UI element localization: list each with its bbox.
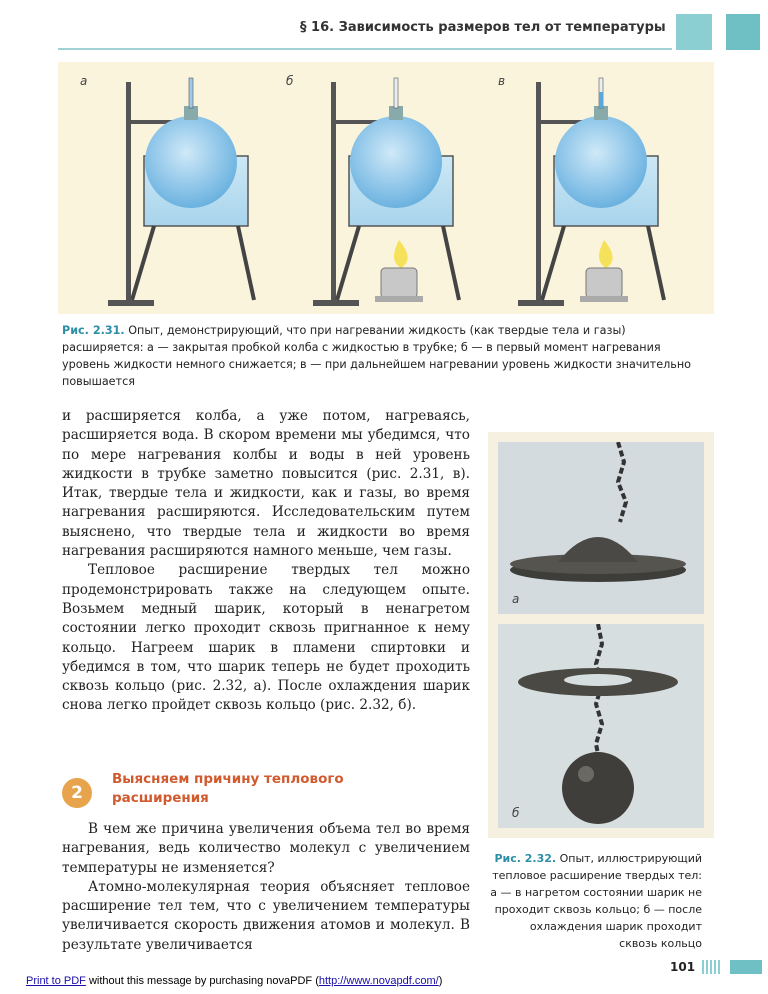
header-tab-decoration [726,14,760,50]
section-number-badge: 2 [62,778,92,808]
page-tab-decoration [730,960,762,974]
figure-2-31-illustration [58,62,714,314]
pdf-footer [26,975,442,987]
setup-c [518,78,664,306]
figure-2-31 [58,62,714,314]
photo-label-b: б [512,806,520,820]
photo-ball-cold [498,624,704,828]
body-text-column [62,407,470,716]
figure-2-31-caption [62,322,702,390]
figure-2-32-caption-label: Рис. 2.32. [494,852,557,865]
body-text-column-2 [62,820,470,955]
paragraph: и расширяется колба, а уже потом, нагреваясь, расширяется вода. В скором времени мы убедимся, что по мере нагревания колбы и воды в ней уровень жидкости в трубке заметно повысится (рис. 2.31, в). Итак, твердые тела и жидкости, как и газы, во время нагревания расширяются. Исследовательским путем выяснено, что твердые тела и жидкости во время нагревания расширяются намного меньше, чем газы. [62,408,470,560]
figure-2-32-caption [490,850,702,952]
page-header-title: § 16. Зависимость размеров тел от температуры [300,20,666,35]
header-divider [58,48,672,50]
paragraph: Атомно-молекулярная теория объясняет тепловое расширение тел тем, что с увеличением температуры увеличивается скорость движения атомов и молекул. В результате увеличивается [62,878,470,953]
header-tab-decoration [676,14,712,50]
print-to-pdf-link[interactable]: Print to PDF [26,975,86,987]
figure-label-a: а [80,74,88,88]
page-number: 101 [670,960,696,974]
figure-label-c: в [498,74,506,88]
setup-a [108,78,254,306]
footer-text: without this message by purchasing novaPDF ( [85,975,319,987]
paragraph: В чем же причина увеличения объема тел во время нагревания, ведь количество молекул с увеличением температуры не изменяется? [62,821,470,876]
section-title: Выясняем причину теплового расширения [112,771,344,806]
figure-2-32 [488,432,714,838]
page-number-decoration [702,960,722,974]
novapdf-link[interactable]: http://www.novapdf.com/ [318,975,439,987]
ball-ring-photo-a [498,442,704,614]
figure-2-32-caption-text: Опыт, иллюстрирующий тепловое расширение твердых тел: а — в нагретом состоянии шарик не проходит сквозь кольцо; б — после охлаждения шарик проходит сквозь кольцо [490,852,702,950]
figure-label-b: б [286,74,294,88]
figure-2-31-caption-text: Опыт, демонстрирующий, что при нагревании жидкость (как твердые тела и газы) расширяется: а — закрытая пробкой колба с жидкостью в трубке; б — в первый момент нагревания уровень жидкости немного снижается; в — при дальнейшем нагревании уровень жидкости значительно повышается [62,324,691,388]
paragraph: Тепловое расширение твердых тел можно продемонстрировать также на следующем опыте. Возьмем медный шарик, который в ненагретом состоянии легко проходит сквозь пригнанное к нему кольцо. Нагреем шарик в пламени спиртовки и убедимся в том, что шарик теперь не будет проходить сквозь кольцо (рис. 2.32, а). После охлаждения шарик снова легко пройдет сквозь кольцо (рис. 2.32, б). [62,562,470,714]
photo-label-a: а [512,592,520,606]
ball-ring-photo-b [498,624,704,828]
setup-b [313,78,459,306]
photo-ball-hot [498,442,704,614]
footer-text-end: ) [438,975,443,987]
figure-2-31-caption-label: Рис. 2.31. [62,324,125,337]
